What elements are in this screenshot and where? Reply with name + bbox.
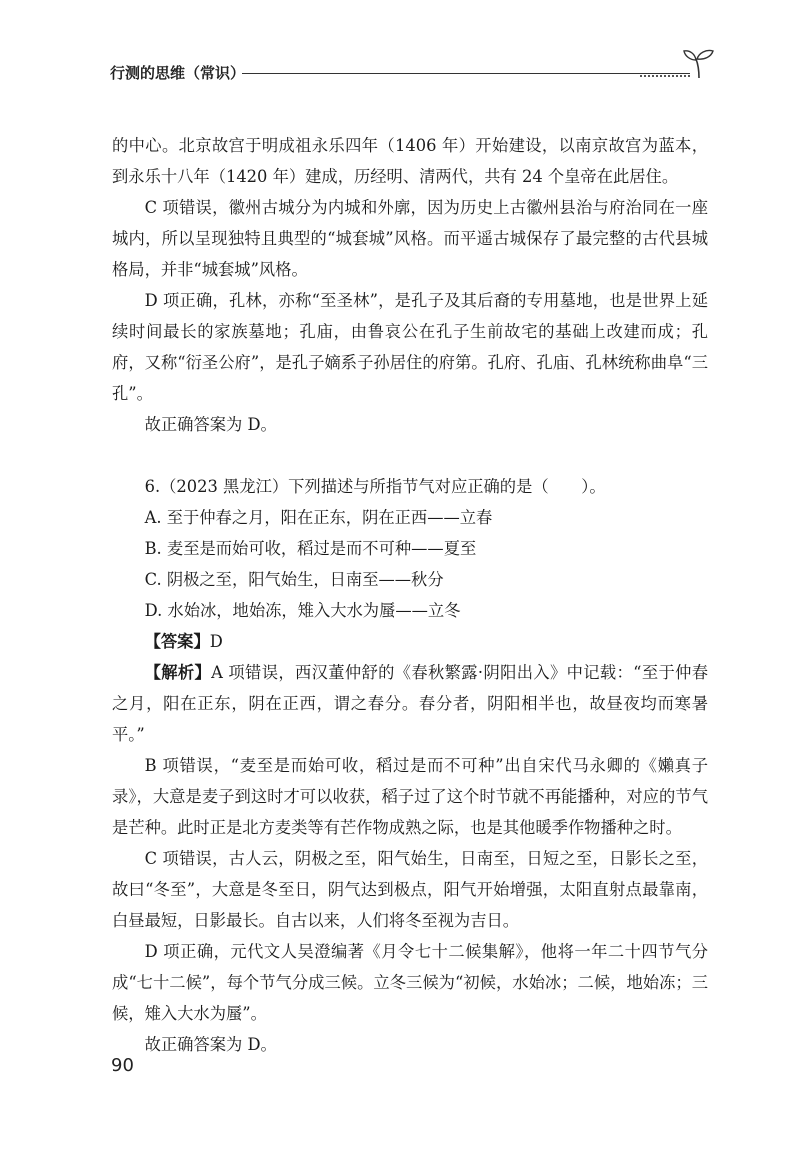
option-b: B. 麦至是而始可收，稻过是而不可种——夏至	[144, 539, 477, 558]
page-body	[112, 130, 708, 1060]
option-a: A. 至于仲春之月，阳在正东，阴在正西——立春	[144, 508, 493, 527]
option-d: D. 水始冰，地始冻，雉入大水为蜃——立冬	[144, 601, 461, 620]
analysis-c: C 项错误，古人云，阴极之至，阳气始生，日南至，日短之至，日影长之至，故曰“冬至”，大意是冬至日，阴气达到极点，阳气开始增强，太阳直射点最靠南，白昼最短，日影最长。自古以来，人们将冬至视为吉日。	[112, 849, 708, 930]
answer-value: D	[209, 632, 223, 651]
page-number: 90	[111, 1055, 134, 1076]
paragraph-continuation: 的中心。北京故宫于明成祖永乐四年（1406 年）开始建设，以南京故宫为蓝本，到永乐十八年（1420 年）建成，历经明、清两代，共有 24 个皇帝在此居住。	[112, 136, 708, 186]
paragraph-option-c: C 项错误，徽州古城分为内城和外廓，因为历史上古徽州县治与府治同在一座城内，所以呈现独特且典型的“城套城”风格。而平遥古城保存了最完整的古代县城格局，并非“城套城”风格。	[112, 198, 708, 279]
book-title: 行测的思维（常识）	[110, 64, 246, 82]
answer-label: 【答案】	[144, 632, 210, 651]
paragraph-option-d: D 项正确，孔林，亦称“至圣林”，是孔子及其后裔的专用墓地，也是世界上延续时间最长的家族墓地；孔庙，由鲁哀公在孔子生前故宅的基础上改建而成；孔府，又称“衍圣公府”，是孔子嫡系子孙居住的府第。孔府、孔庙、孔林统称曲阜“三孔”。	[112, 291, 708, 403]
answer-line	[112, 626, 708, 657]
analysis-a-text: A 项错误，西汉董仲舒的《春秋繁露·阴阳出入》中记载：“至于仲春之月，阳在正东，阴在正西，谓之春分。春分者，阴阳相半也，故昼夜均而寒暑平。”	[112, 663, 708, 744]
running-header	[110, 56, 710, 86]
option-c: C. 阴极之至，阳气始生，日南至——秋分	[144, 570, 444, 589]
sprout-icon	[682, 48, 716, 80]
question-stem: 6.（2023 黑龙江）下列描述与所指节气对应正确的是（ ）。	[144, 477, 606, 496]
conclusion-text-2: 故正确答案为 D。	[144, 1035, 277, 1054]
analysis-label: 【解析】	[144, 663, 212, 682]
analysis-d: D 项正确，元代文人吴澄编著《月令七十二候集解》，他将一年二十四节气分成“七十二候”，每个节气分成三候。立冬三候为“初候，水始冰；二候，地始冻；三候，雉入大水为蜃”。	[112, 942, 708, 1023]
analysis-a	[112, 657, 708, 750]
conclusion-text: 故正确答案为 D。	[144, 415, 277, 434]
header-rule	[242, 73, 690, 74]
analysis-b: B 项错误，“麦至是而始可收，稻过是而不可种”出自宋代马永卿的《嬾真子录》，大意是麦子到这时才可以收获，稻子过了这个时节就不再能播种，对应的节气是芒种。此时正是北方麦类等有芒作物成熟之际，也是其他暖季作物播种之时。	[112, 756, 708, 837]
